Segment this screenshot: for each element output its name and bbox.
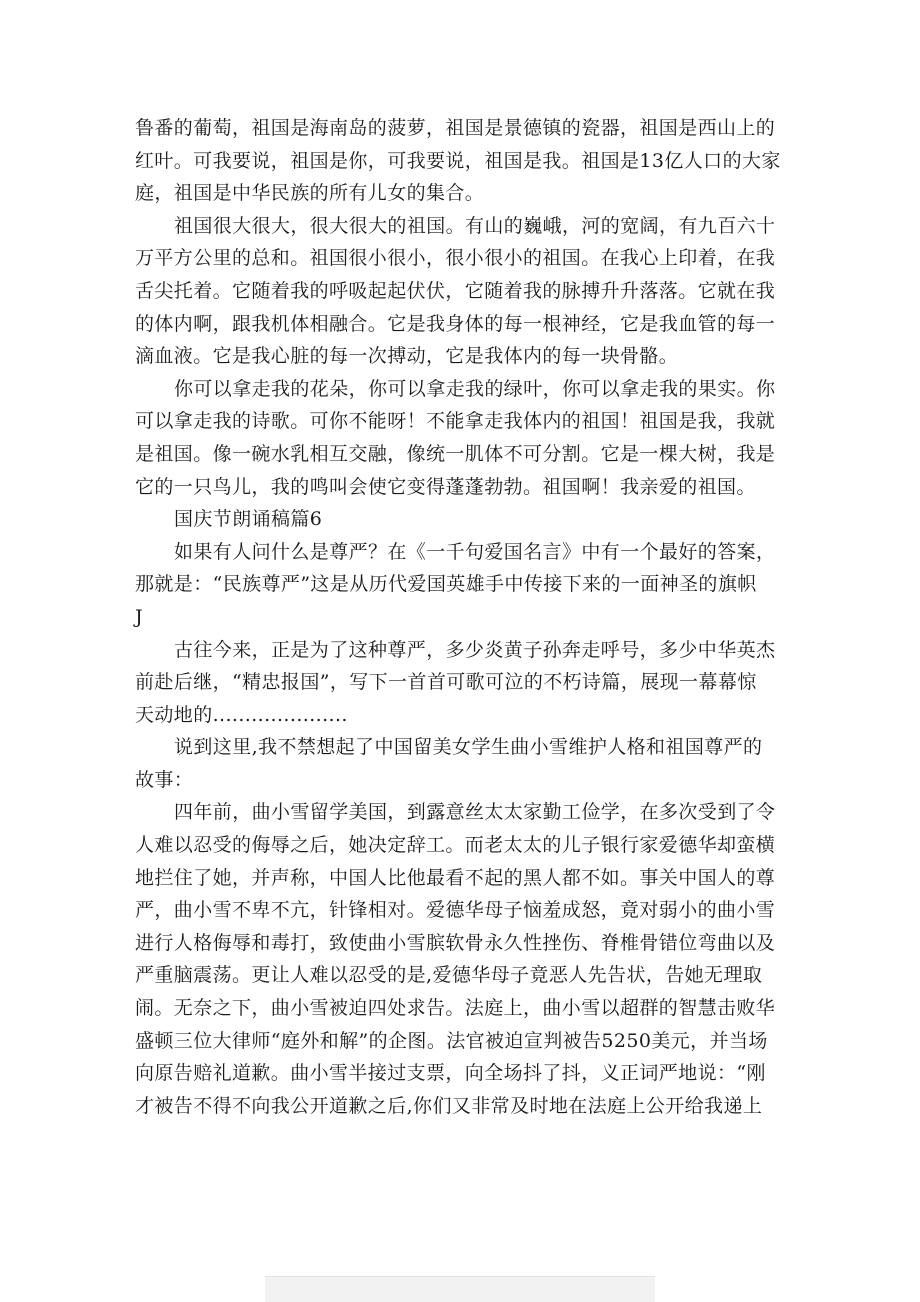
paragraph-line: 盛顿三位大律师“庭外和解”的企图。法官被迫宣判被告5250美元，并当场 xyxy=(135,1029,768,1052)
paragraph-line: 你可以拿走我的花朵，你可以拿走我的绿叶，你可以拿走我的果实。你 xyxy=(174,377,776,400)
paragraph-line: 是祖国。像一碗水乳相互交融，像统一肌体不可分割。它是一棵大树，我是 xyxy=(135,442,776,465)
section-heading xyxy=(135,503,795,536)
paragraph-line: 故事： xyxy=(135,768,194,791)
paragraph xyxy=(135,536,795,634)
paragraph xyxy=(135,634,795,732)
paragraph-line: 地拦住了她，并声称，中国人比他最看不起的黑人都不如。事关中国人的尊 xyxy=(135,866,776,889)
paragraph-line: 说到这里,我不禁想起了中国留美女学生曲小雪维护人格和祖国尊严的 xyxy=(174,736,763,759)
paragraph-line: 天动地的..................... xyxy=(135,703,348,726)
paragraph-line: 的体内啊，跟我机体相融合。它是我身体的每一根神经，它是我血管的每一 xyxy=(135,312,776,335)
paragraph-line: 舌尖托着。它随着我的呼吸起起伏伏，它随着我的脉搏升升落落。它就在我 xyxy=(135,279,776,302)
paragraph-line: J xyxy=(135,605,144,628)
paragraph-line: 红叶。可我要说，祖国是你，可我要说，祖国是我。祖国是13亿人口的大家 xyxy=(135,149,781,172)
paragraph-line: 那就是：“民族尊严”这是从历代爱国英雄手中传接下来的一面神圣的旗帜 xyxy=(135,573,757,596)
paragraph-line: 古往今来，正是为了这种尊严，多少炎黄子孙奔走呼号，多少中华英杰 xyxy=(174,638,776,661)
paragraph-line: 严重脑震荡。更让人难以忍受的是,爱德华母子竟恶人先告状，告她无理取 xyxy=(135,964,763,987)
paragraph xyxy=(135,373,795,503)
page-footer-bar xyxy=(265,1276,655,1302)
paragraph-line: 进行人格侮辱和毒打，致使曲小雪膑软骨永久性挫伤、脊椎骨错位弯曲以及 xyxy=(135,931,776,954)
paragraph-line: 可以拿走我的诗歌。可你不能呀！不能拿走我体内的祖国！祖国是我，我就 xyxy=(135,410,776,433)
paragraph-line: 严，曲小雪不卑不亢，针锋相对。爱德华母子恼羞成怒，竟对弱小的曲小雪 xyxy=(135,899,776,922)
paragraph xyxy=(135,112,795,210)
paragraph-line: 庭，祖国是中华民族的所有儿女的集合。 xyxy=(135,182,485,205)
paragraph xyxy=(135,731,795,796)
paragraph-line: 滴血液。它是我心脏的每一次搏动，它是我体内的每一块骨骼。 xyxy=(135,345,679,368)
paragraph-line: 祖国很大很大，很大很大的祖国。有山的巍峨，河的宽阔，有九百六十 xyxy=(174,214,776,237)
section-heading-text: 国庆节朗诵稿篇6 xyxy=(174,508,323,531)
paragraph-line: 人难以忍受的侮辱之后，她决定辞工。而老太太的儿子银行家爱德华却蛮横 xyxy=(135,834,776,857)
paragraph-line: 如果有人问什么是尊严？在《一千句爱国名言》中有一个最好的答案， xyxy=(174,540,776,563)
paragraph-line: 它的一只鸟儿，我的鸣叫会使它变得蓬蓬勃勃。祖国啊！我亲爱的祖国。 xyxy=(135,475,756,498)
paragraph-line: 四年前，曲小雪留学美国，到露意丝太太家勤工俭学，在多次受到了令 xyxy=(174,801,776,824)
paragraph xyxy=(135,210,795,373)
document-body xyxy=(135,112,795,1122)
paragraph-line: 闹。无奈之下，曲小雪被迫四处求告。法庭上，曲小雪以超群的智慧击败华 xyxy=(135,997,776,1020)
paragraph-line: 向原告赔礼道歉。曲小雪半接过支票，向全场抖了抖，义正词严地说：“刚 xyxy=(135,1062,766,1085)
paragraph xyxy=(135,796,795,1122)
paragraph-line: 鲁番的葡萄，祖国是海南岛的菠萝，祖国是景德镇的瓷器，祖国是西山上的 xyxy=(135,117,776,139)
paragraph-line: 前赴后继，“精忠报国”，写下一首首可歌可泣的不朽诗篇，展现一幕幕惊 xyxy=(135,671,757,694)
paragraph-line: 才被告不得不向我公开道歉之后,你们又非常及时地在法庭上公开给我递上 xyxy=(135,1094,763,1117)
paragraph-line: 万平方公里的总和。祖国很小很小，很小很小的祖国。在我心上印着，在我 xyxy=(135,247,776,270)
